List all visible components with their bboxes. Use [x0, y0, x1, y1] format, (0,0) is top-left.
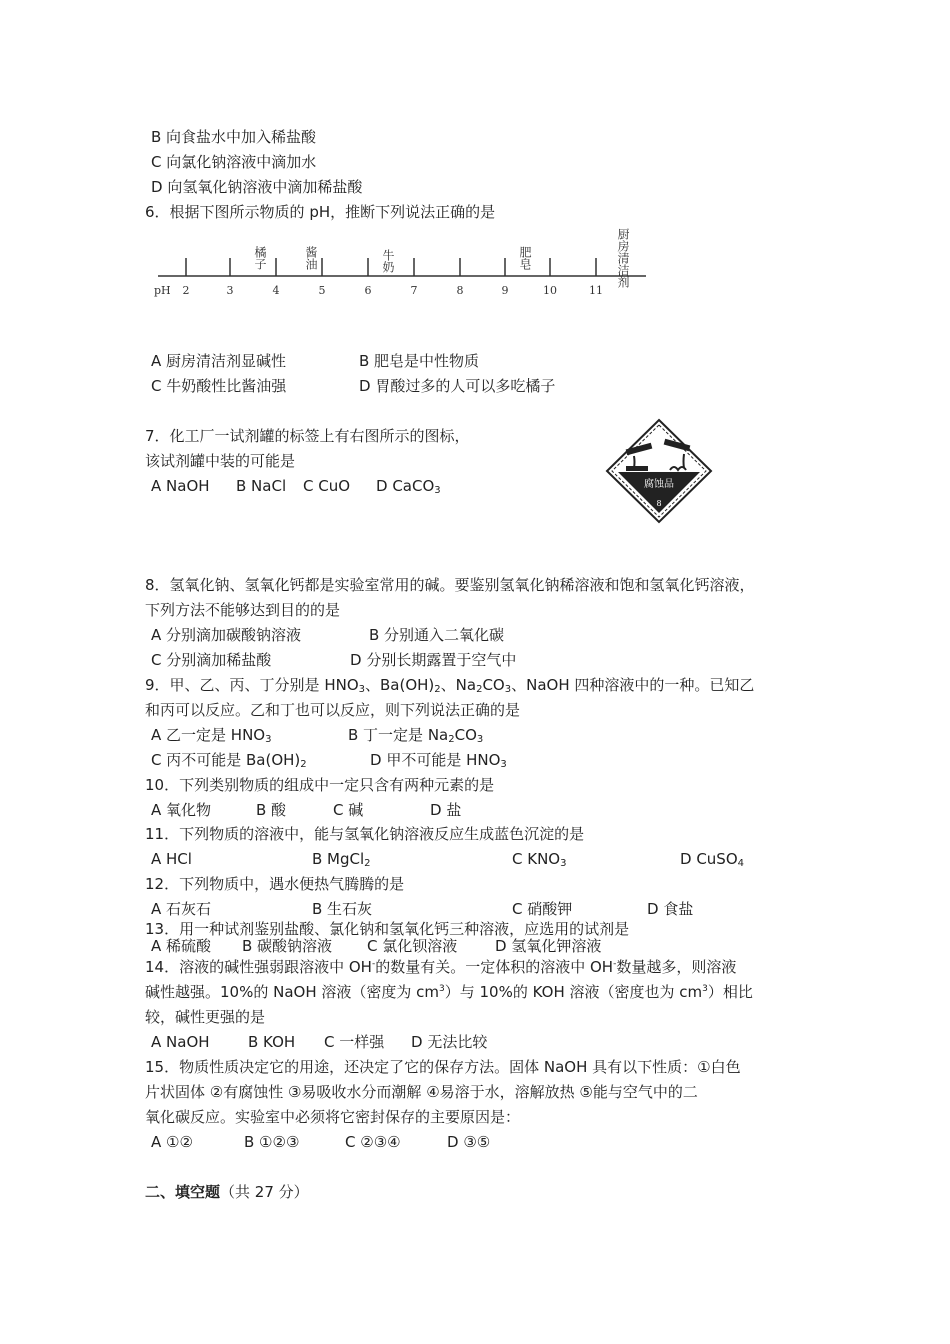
- corrosive-class-number: 8: [656, 499, 662, 508]
- q5-option-b: B 向食盐水中加入稀盐酸: [151, 128, 317, 146]
- q9-option-b: B 丁一定是 $Na_2CO_3$: [348, 726, 484, 745]
- ph-tick-4: 4: [272, 284, 280, 297]
- q11-option-b: B MgCl$_2$: [312, 850, 371, 869]
- ph-label-soap: 肥皂: [518, 246, 532, 270]
- ph-tick-9: 9: [501, 284, 509, 297]
- corrosive-label: 腐蚀品: [644, 479, 674, 490]
- q6-option-a: A 厨房清洁剂显碱性: [151, 352, 287, 370]
- ph-tick-7: 7: [410, 284, 418, 297]
- q12-option-a: A 石灰石: [151, 900, 212, 918]
- q15-option-b: B ①②③: [244, 1133, 300, 1151]
- q13-option-b: B 碳酸钠溶液: [242, 937, 333, 955]
- q6-option-d: D 胃酸过多的人可以多吃橘子: [359, 377, 556, 395]
- ph-label-milk: 牛奶: [381, 249, 395, 273]
- q15-stem-line2: 片状固体 ②有腐蚀性 ③易吸收水分而潮解 ④易溶于水，溶解放热 ⑤能与空气中的二: [145, 1083, 698, 1101]
- section-title: 二、填空题: [145, 1183, 221, 1201]
- q12-stem: 12．下列物质中，遇水便热气腾腾的是: [145, 875, 405, 893]
- q10-option-d: D 盐: [430, 801, 462, 819]
- section-score: （共 27 分）: [220, 1183, 309, 1201]
- q7-option-c: C CuO: [303, 477, 351, 495]
- q12-option-c: C 硝酸钾: [512, 900, 573, 918]
- q9-stem-line1: 9．甲、乙、丙、丁分别是 $HNO_3$、$Ba(OH)_2$、$Na_2CO_3$、NaOH 四种溶液中的一种。已知乙: [145, 676, 755, 695]
- q13-stem: 13．用一种试剂鉴别盐酸、氯化钠和氢氧化钙三种溶液，应选用的试剂是: [145, 920, 630, 938]
- q7-stem-line2: 该试剂罐中装的可能是: [145, 452, 296, 470]
- q6-option-c: C 牛奶酸性比酱油强: [151, 377, 287, 395]
- q5-option-c: C 向氯化钠溶液中滴加水: [151, 153, 317, 171]
- q6-option-b: B 肥皂是中性物质: [359, 352, 480, 370]
- q11-option-a: A HCl: [151, 850, 192, 868]
- q6-stem: 6．根据下图所示物质的 pH，推断下列说法正确的是: [145, 203, 496, 221]
- ph-label-orange: 橘子: [253, 246, 267, 270]
- q14-option-d: D 无法比较: [411, 1033, 488, 1051]
- q8-option-c: C 分别滴加稀盐酸: [151, 651, 272, 669]
- q10-option-b: B 酸: [256, 801, 287, 819]
- q15-option-a: A ①②: [151, 1133, 193, 1151]
- q11-stem: 11．下列物质的溶液中，能与氢氧化钠溶液反应生成蓝色沉淀的是: [145, 825, 585, 843]
- q8-option-d: D 分别长期露置于空气中: [350, 651, 517, 669]
- q14-stem-line3: 较，碱性更强的是: [145, 1008, 266, 1026]
- ph-label-soy: 酱油: [304, 246, 318, 270]
- q7-option-a: A NaOH: [151, 477, 210, 495]
- q9-option-a: A 乙一定是 $HNO_3$: [151, 726, 272, 745]
- q8-option-a: A 分别滴加碳酸钠溶液: [151, 626, 302, 644]
- q10-option-c: C 碱: [333, 801, 364, 819]
- ph-tick-6: 6: [364, 284, 372, 297]
- ph-scale-figure: [150, 224, 660, 304]
- q15-stem-line3: 氧化碳反应。实验室中必须将它密封保存的主要原因是：: [145, 1108, 521, 1126]
- q9-option-d: D 甲不可能是 $HNO_3$: [370, 751, 507, 770]
- q8-stem-line2: 下列方法不能够达到目的的是: [145, 601, 341, 619]
- q14-option-b: B KOH: [248, 1033, 296, 1051]
- ph-label-cleaner: 厨房清洁剂: [616, 228, 630, 288]
- q14-option-a: A NaOH: [151, 1033, 210, 1051]
- q15-stem-line1: 15．物质性质决定它的用途，还决定了它的保存方法。固体 NaOH 具有以下性质：①白色: [145, 1058, 741, 1076]
- q14-stem-line1: 14．溶液的碱性强弱跟溶液中 OH-的数量有关。一定体积的溶液中 OH-数量越多，则溶液: [145, 958, 737, 976]
- q15-option-d: D ③⑤: [447, 1133, 491, 1151]
- q13-option-c: C 氯化钡溶液: [367, 937, 458, 955]
- q12-option-d: D 食盐: [647, 900, 694, 918]
- q5-option-d: D 向氢氧化钠溶液中滴加稀盐酸: [151, 178, 363, 196]
- q11-option-d: D CuSO$_4$: [680, 850, 745, 869]
- ph-tick-11: 11: [589, 284, 603, 297]
- q7-option-b: B NaCl: [236, 477, 287, 495]
- ph-tick-5: 5: [318, 284, 326, 297]
- ph-tick-3: 3: [226, 284, 234, 297]
- q15-option-c: C ②③④: [345, 1133, 401, 1151]
- q14-option-c: C 一样强: [324, 1033, 385, 1051]
- ph-axis-label: pH: [154, 284, 171, 297]
- q9-option-c: C 丙不可能是 $Ba(OH)_2$: [151, 751, 307, 770]
- q8-option-b: B 分别通入二氧化碳: [369, 626, 505, 644]
- q12-option-b: B 生石灰: [312, 900, 373, 918]
- ph-tick-8: 8: [456, 284, 464, 297]
- q10-option-a: A 氧化物: [151, 801, 212, 819]
- q10-stem: 10．下列类别物质的组成中一定只含有两种元素的是: [145, 776, 495, 794]
- q7-option-d: D CaCO$_3$: [376, 477, 441, 496]
- corrosive-hazard-icon: [604, 418, 714, 524]
- ph-tick-10: 10: [543, 284, 557, 297]
- q14-stem-line2: 碱性越强。10%的 NaOH 溶液（密度为 $cm^3$）与 10%的 KOH 溶液（密度也为 $cm^3$）相比: [145, 983, 753, 1001]
- q11-option-c: C $KNO_3$: [512, 850, 567, 869]
- q9-stem-line2: 和丙可以反应。乙和丁也可以反应，则下列说法正确的是: [145, 701, 521, 719]
- q13-option-d: D 氢氧化钾溶液: [495, 937, 602, 955]
- ph-tick-2: 2: [182, 284, 190, 297]
- q7-stem-line1: 7．化工厂一试剂罐的标签上有右图所示的图标，: [145, 427, 470, 445]
- q13-option-a: A 稀硫酸: [151, 937, 212, 955]
- section-heading: [145, 1182, 309, 1202]
- q8-stem-line1: 8．氢氧化钠、氢氧化钙都是实验室常用的碱。要鉴别氢氧化钠稀溶液和饱和氢氧化钙溶液，: [145, 576, 755, 594]
